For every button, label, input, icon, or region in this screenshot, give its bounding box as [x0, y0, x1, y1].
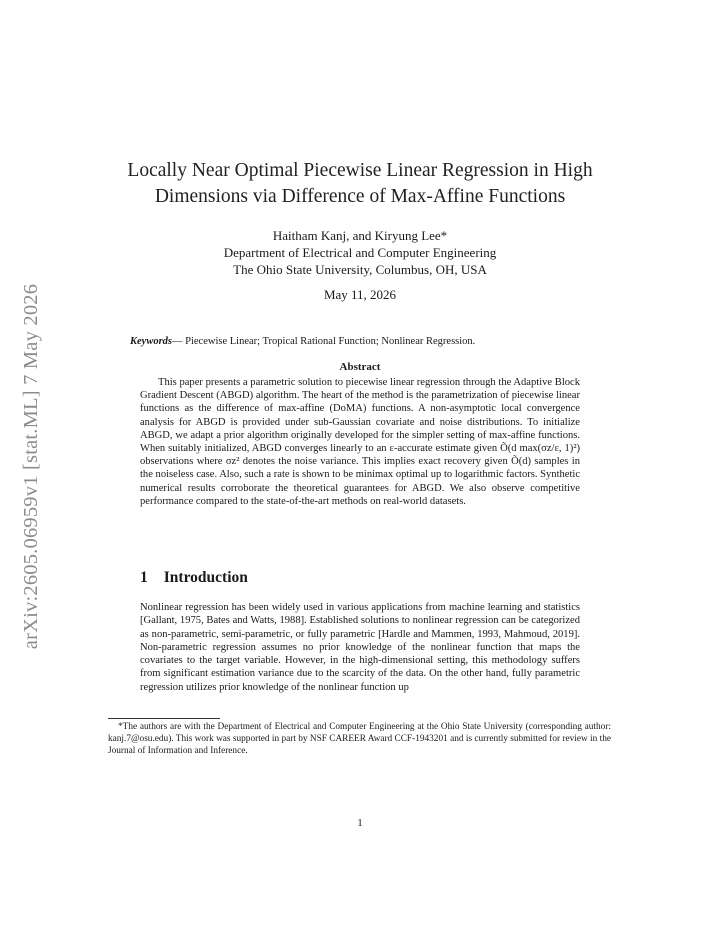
- abstract-paragraph: This paper presents a parametric solution to piecewise linear regression through the Adaptive Block Gradient Descent (ABGD) algorithm. The heart of the method is the parametrization of piecewise linear functions as the difference of max-affine (DoMA) functions. A non-asymptotic local convergence analysis for ABGD is provided under sub-Gaussian covariate and noise distributions. To initialize ABGD, we adapt a prior algorithm originally developed for the simpler setting of max-affine functions. When suitably initialized, ABGD converges linearly to an ε-accurate estimate given Õ(d max(σz/ε, 1)²) observations where σz² denotes the noise variance. This implies exact recovery given Õ(d) samples in the noiseless case. Also, such a rate is shown to be minimax optimal up to logarithmic factors. Synthetic numerical results corroborate the theoretical guarantees for ABGD. We also observe competitive performance compared to the state-of-the-art methods on real-world datasets.: [140, 377, 580, 507]
- introduction-paragraph: Nonlinear regression has been widely used in various applications from machine learning and statistics [Gallant, 1975, Bates and Watts, 1988]. Established solutions to nonlinear regression can be categorized as non-parametric, semi-parametric, or fully parametric [Hardle and Mammen, 1993, Mahmoud, 2019]. Non-parametric regression assumes no prior knowledge of the nonlinear function that maps the covariates to the target variable. However, in the high-dimensional setting, this methodology suffers from significant estimation variance due to the scarcity of the data. On the other hand, fully parametric regression utilizes prior knowledge of the nonlinear function up: [140, 602, 580, 693]
- paper-date: May 11, 2026: [323, 287, 397, 302]
- keywords-text: — Piecewise Linear; Tropical Rational Function; Nonlinear Regression.: [172, 336, 476, 347]
- paper-title: Locally Near Optimal Piecewise Linear Regression in High Dimensions via Difference of Max-Affine Functions: [127, 160, 593, 207]
- abstract-heading: Abstract: [339, 361, 381, 373]
- footnote-text: *The authors are with the Department of Electrical and Computer Engineering at the Ohio State University (corresponding author: kanj.7@osu.edu). This work was supported in part by NSF CAREER Award CCF-1943201 and is currently submitted for review in the Journal of Information and Inference.: [108, 722, 611, 756]
- abstract-body: [140, 376, 580, 508]
- author-names: Haitham Kanj, and Kiryung Lee*: [272, 228, 448, 243]
- page-number: 1: [357, 817, 363, 829]
- keywords-label: Keywords: [130, 336, 172, 347]
- author-university: The Ohio State University, Columbus, OH, USA: [233, 262, 487, 277]
- introduction-body: [140, 601, 580, 694]
- arxiv-identifier-stamp: [22, 256, 42, 676]
- section-heading: [140, 569, 248, 587]
- footnote-divider: [108, 718, 220, 719]
- arxiv-stamp-text: arXiv:2605.06959v1 [stat.ML] 7 May 2026: [20, 283, 43, 649]
- author-department: Department of Electrical and Computer Engineering: [223, 245, 497, 260]
- section-number: 1: [140, 569, 148, 586]
- author-block: [100, 227, 620, 278]
- footnote: [108, 721, 611, 757]
- keywords-line: [130, 336, 600, 347]
- section-title-text: Introduction: [163, 569, 248, 586]
